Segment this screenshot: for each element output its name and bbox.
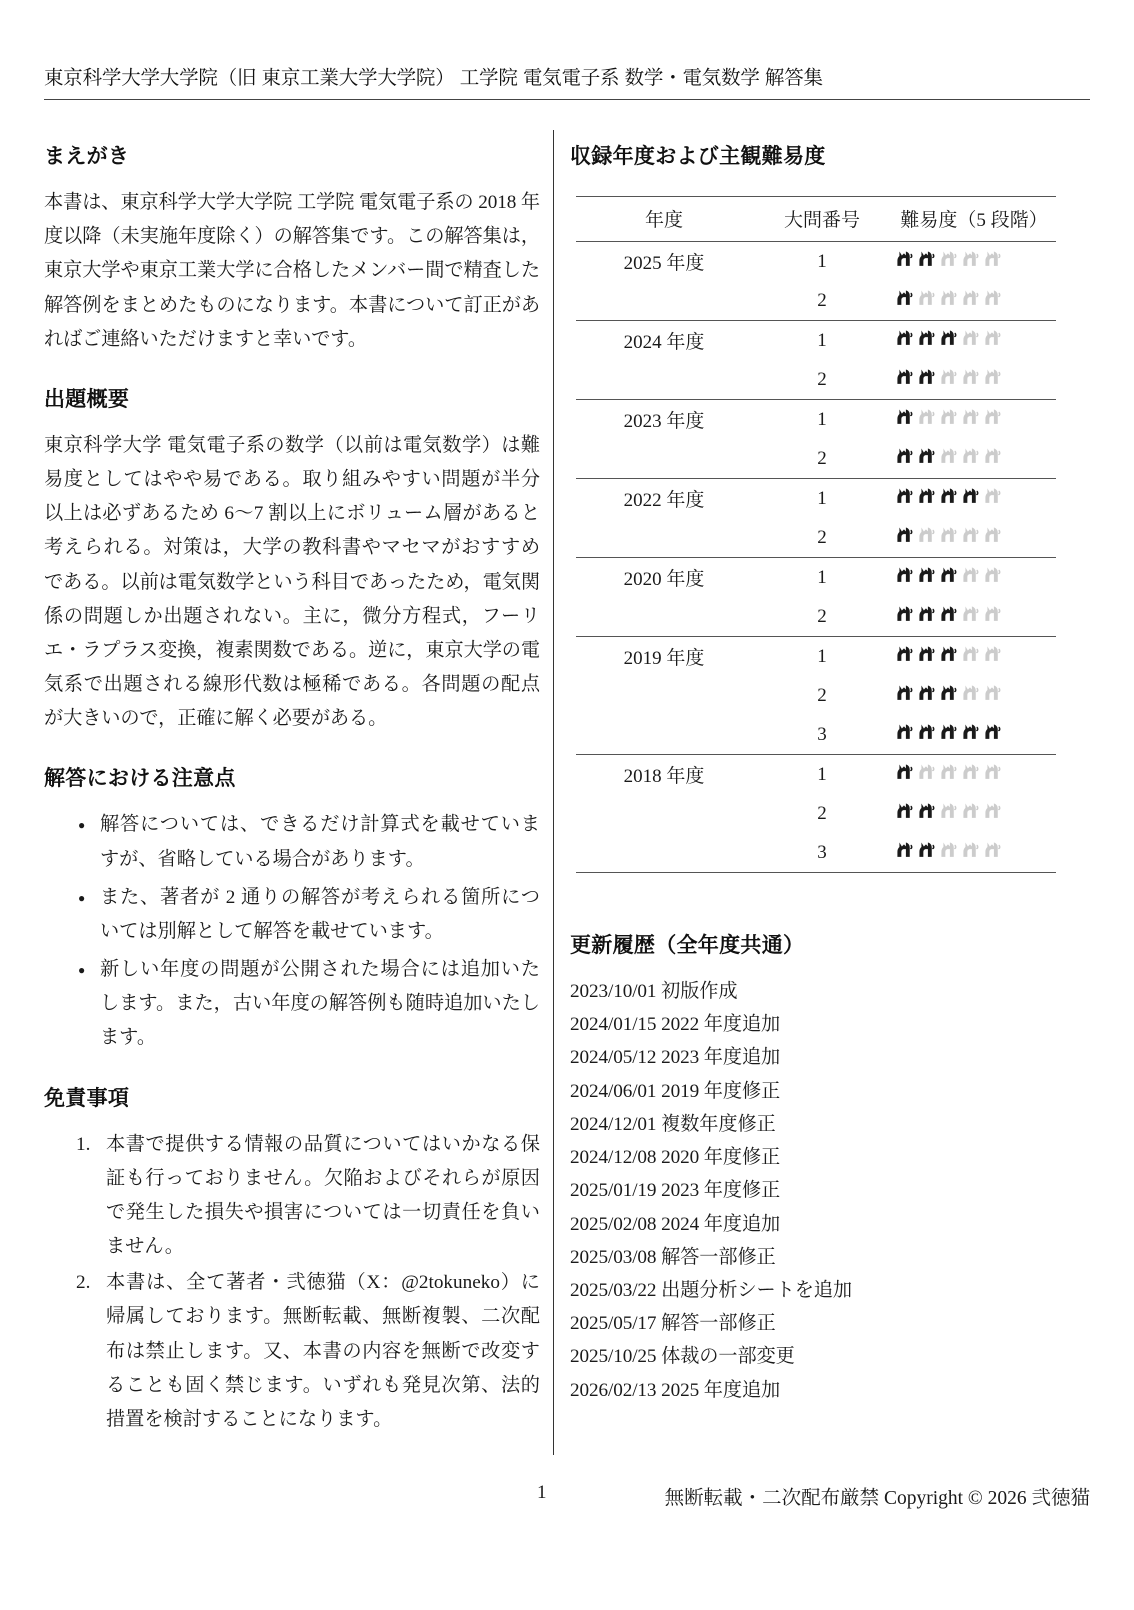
disclaimer-heading: 免責事項 <box>44 1086 130 1110</box>
cat-filled-icon <box>916 445 937 466</box>
history-entry: 2024/05/12 2023 年度追加 <box>570 1047 781 1069</box>
cat-empty-icon <box>938 445 959 466</box>
cell-year <box>576 518 752 558</box>
cat-empty-icon <box>982 366 1003 387</box>
document-header <box>44 62 1090 100</box>
table-row <box>576 518 1056 558</box>
cat-empty-icon <box>916 524 937 545</box>
header-divider <box>44 99 1090 100</box>
cell-question-number: 3 <box>817 723 827 745</box>
table-row <box>576 637 1056 677</box>
difficulty-rating <box>894 366 1054 387</box>
cat-empty-icon <box>982 564 1003 585</box>
cell-difficulty <box>892 518 1056 558</box>
history-entry: 2023/10/01 初版作成 <box>570 981 738 1002</box>
cat-empty-icon <box>960 682 981 703</box>
cat-empty-icon <box>916 287 937 308</box>
history-entry: 2024/01/15 2022 年度追加 <box>570 1014 781 1036</box>
history-entry: 2024/12/08 2020 年度修正 <box>570 1147 781 1169</box>
history-entry: 2025/05/17 解答一部修正 <box>570 1313 776 1335</box>
column-header-difficulty: 難易度（5 段階） <box>900 210 1048 231</box>
cat-empty-icon <box>982 327 1003 348</box>
cell-question-number: 2 <box>817 447 827 469</box>
cat-empty-icon <box>938 287 959 308</box>
cat-filled-icon <box>938 327 959 348</box>
header-title: 東京科学大学大学院（旧 東京工業大学大学院） 工学院 電気電子系 数学・電気数学 解答集 <box>44 67 823 89</box>
cat-empty-icon <box>982 406 1003 427</box>
cat-filled-icon <box>894 800 915 821</box>
column-divider <box>553 130 554 1455</box>
list-item: ● 解答については、できるだけ計算式を載せていますが、省略している場合があります。 <box>78 808 540 876</box>
cat-empty-icon <box>938 248 959 269</box>
cat-empty-icon <box>982 682 1003 703</box>
difficulty-rating <box>894 485 1054 506</box>
cell-year <box>576 794 752 833</box>
table-row <box>576 281 1056 321</box>
cell-question-number: 2 <box>817 684 827 706</box>
history-entry: 2025/03/08 解答一部修正 <box>570 1246 776 1268</box>
history-entry: 2024/12/01 複数年度修正 <box>570 1113 776 1135</box>
cat-filled-icon <box>894 406 915 427</box>
update-history-heading: 更新履歴（全年度共通） <box>570 934 805 957</box>
column-header-year: 年度 <box>644 210 683 231</box>
cell-year <box>576 281 752 321</box>
cell-year <box>576 715 752 755</box>
difficulty-rating <box>894 839 1054 860</box>
cat-empty-icon <box>982 524 1003 545</box>
cell-year: 2018 年度 <box>623 766 705 787</box>
cat-filled-icon <box>938 682 959 703</box>
preface-heading: まえがき <box>44 145 130 168</box>
cat-filled-icon <box>938 485 959 506</box>
cell-year <box>576 439 752 479</box>
list-item: 本書は、全て著者・弐徳猫（X：@2tokuneko）に帰属しております。無断転載、無断複製、二次配布は禁止します。又、本書の内容を無断で改変することも固く禁じます。いずれも発見次第、法的措置を検討することになります。 <box>106 1272 540 1430</box>
years-table-wrapper <box>570 196 1070 873</box>
cell-difficulty <box>892 439 1056 479</box>
cat-filled-icon <box>938 564 959 585</box>
document-footer <box>0 1482 1134 1512</box>
cell-year: 2025 年度 <box>623 253 705 274</box>
cat-empty-icon <box>960 643 981 664</box>
cat-empty-icon <box>982 485 1003 506</box>
overview-body: 東京科学大学 電気電子系の数学（以前は電気数学）は難易度としてはやや易である。取り組みやすい問題が半分以上は必ずあるため 6〜7 割以上にボリューム層があると考えられる。対策は，大学の教科書やマセマがおすすめである。以前は電気数学という科目であったため，電気関係の問題しか出題されない。主に，微分方程式，フーリエ・ラプラス変換，複素関数である。逆に，東京大学の電気系で出題される線形代数は極稀である。各問題の配点が大きいので，正確に解く必要がある。 <box>44 434 540 730</box>
years-difficulty-table <box>576 196 1056 873</box>
table-row <box>576 321 1056 361</box>
notes-list <box>44 808 540 1055</box>
list-item: 本書で提供する情報の品質についてはいかなる保証も行っておりません。欠陥およびそれらが原因で発生した損失や損害については一切責任を負いません。 <box>106 1133 540 1258</box>
cat-empty-icon <box>982 603 1003 624</box>
cell-question-number: 2 <box>817 605 827 627</box>
cell-difficulty <box>892 321 1056 361</box>
history-entry: 2025/01/19 2023 年度修正 <box>570 1180 781 1202</box>
disclaimer-list <box>44 1128 540 1438</box>
cat-empty-icon <box>916 406 937 427</box>
cat-empty-icon <box>960 524 981 545</box>
cell-year <box>576 360 752 400</box>
cat-filled-icon <box>894 603 915 624</box>
cat-empty-icon <box>960 800 981 821</box>
table-row <box>576 558 1056 598</box>
cat-filled-icon <box>916 603 937 624</box>
cat-filled-icon <box>894 327 915 348</box>
difficulty-rating <box>894 643 1054 664</box>
history-entry: 2025/10/25 体裁の一部変更 <box>570 1346 795 1368</box>
difficulty-rating <box>894 682 1054 703</box>
cat-empty-icon <box>982 287 1003 308</box>
history-entry: 2025/02/08 2024 年度追加 <box>570 1213 781 1235</box>
cat-empty-icon <box>982 445 1003 466</box>
cat-empty-icon <box>960 366 981 387</box>
table-row <box>576 400 1056 440</box>
cell-year: 2020 年度 <box>623 569 705 590</box>
table-body <box>576 242 1056 873</box>
cat-empty-icon <box>938 366 959 387</box>
cell-difficulty <box>892 479 1056 519</box>
cat-filled-icon <box>982 721 1003 742</box>
cell-difficulty <box>892 794 1056 833</box>
cat-filled-icon <box>894 524 915 545</box>
notes-heading: 解答における注意点 <box>44 767 236 791</box>
table-row <box>576 794 1056 833</box>
cat-filled-icon <box>916 839 937 860</box>
cat-filled-icon <box>916 485 937 506</box>
cell-year: 2024 年度 <box>623 332 705 353</box>
cat-filled-icon <box>916 682 937 703</box>
difficulty-rating <box>894 721 1054 742</box>
cat-empty-icon <box>938 761 959 782</box>
difficulty-rating <box>894 445 1054 466</box>
cat-filled-icon <box>916 327 937 348</box>
cat-filled-icon <box>894 839 915 860</box>
cell-year <box>576 833 752 873</box>
cell-question-number: 3 <box>817 841 827 863</box>
cat-filled-icon <box>894 366 915 387</box>
column-header-qnum: 大問番号 <box>783 210 860 231</box>
copyright-notice: 無断転載・二次配布厳禁 Copyright © 2026 弐徳猫 <box>664 1488 1090 1509</box>
cat-filled-icon <box>916 564 937 585</box>
history-entry: 2024/06/01 2019 年度修正 <box>570 1080 781 1102</box>
cat-empty-icon <box>938 800 959 821</box>
cat-empty-icon <box>960 445 981 466</box>
cat-empty-icon <box>960 839 981 860</box>
cell-difficulty <box>892 360 1056 400</box>
cell-difficulty <box>892 281 1056 321</box>
table-row <box>576 360 1056 400</box>
cell-difficulty <box>892 637 1056 677</box>
cat-filled-icon <box>894 287 915 308</box>
history-entry: 2026/02/13 2025 年度追加 <box>570 1379 781 1401</box>
cell-year <box>576 597 752 637</box>
difficulty-rating <box>894 603 1054 624</box>
cat-empty-icon <box>960 287 981 308</box>
cat-filled-icon <box>894 485 915 506</box>
cat-empty-icon <box>938 839 959 860</box>
preface-body: 本書は、東京科学大学大学院 工学院 電気電子系の 2018 年度以降（未実施年度除く）の解答集です。この解答集は，東京大学や東京工業大学に合格したメンバー間で精査した解答例をまとめたものになります。本書について訂正があればご連絡いただけますと幸いです。 <box>44 192 540 350</box>
cat-empty-icon <box>938 524 959 545</box>
cat-empty-icon <box>938 406 959 427</box>
cat-filled-icon <box>916 721 937 742</box>
cat-filled-icon <box>894 761 915 782</box>
update-history-list <box>570 975 1070 1407</box>
difficulty-rating <box>894 524 1054 545</box>
cat-filled-icon <box>894 445 915 466</box>
cell-difficulty <box>892 676 1056 715</box>
cell-question-number: 1 <box>817 763 827 785</box>
table-row <box>576 597 1056 637</box>
table-row <box>576 833 1056 873</box>
cell-question-number: 2 <box>817 526 827 548</box>
cat-empty-icon <box>960 406 981 427</box>
table-row <box>576 479 1056 519</box>
cell-difficulty <box>892 715 1056 755</box>
cell-difficulty <box>892 597 1056 637</box>
table-header-row <box>576 197 1056 242</box>
years-table-heading: 収録年度および主観難易度 <box>570 145 826 168</box>
page-number: 1 <box>537 1482 547 1503</box>
cell-question-number: 1 <box>817 566 827 588</box>
cat-filled-icon <box>938 643 959 664</box>
right-column <box>570 140 1070 1407</box>
cat-empty-icon <box>960 761 981 782</box>
list-item: ● また、著者が 2 通りの解答が考えられる箇所については別解として解答を載せています。 <box>78 881 540 949</box>
cell-question-number: 1 <box>817 408 827 430</box>
difficulty-rating <box>894 761 1054 782</box>
cat-filled-icon <box>894 682 915 703</box>
difficulty-rating <box>894 327 1054 348</box>
cell-year <box>576 676 752 715</box>
cell-difficulty <box>892 558 1056 598</box>
cat-empty-icon <box>960 603 981 624</box>
cat-empty-icon <box>982 839 1003 860</box>
cat-empty-icon <box>982 248 1003 269</box>
cat-filled-icon <box>938 603 959 624</box>
cat-filled-icon <box>916 800 937 821</box>
cat-filled-icon <box>894 564 915 585</box>
update-history-section <box>570 929 1070 1407</box>
cell-year: 2023 年度 <box>623 411 705 432</box>
cat-filled-icon <box>894 248 915 269</box>
cat-filled-icon <box>938 721 959 742</box>
cat-empty-icon <box>982 761 1003 782</box>
table-row <box>576 755 1056 795</box>
cat-filled-icon <box>894 643 915 664</box>
cell-question-number: 2 <box>817 289 827 311</box>
difficulty-rating <box>894 564 1054 585</box>
cell-difficulty <box>892 833 1056 873</box>
cat-empty-icon <box>982 643 1003 664</box>
table-row <box>576 242 1056 282</box>
cat-empty-icon <box>916 761 937 782</box>
difficulty-rating <box>894 800 1054 821</box>
history-entry: 2025/03/22 出題分析シートを追加 <box>570 1279 852 1301</box>
overview-heading: 出題概要 <box>44 387 130 411</box>
left-column <box>44 140 540 1439</box>
table-row <box>576 715 1056 755</box>
cell-question-number: 2 <box>817 802 827 824</box>
cat-empty-icon <box>960 248 981 269</box>
cell-year: 2022 年度 <box>623 490 705 511</box>
cell-question-number: 1 <box>817 487 827 509</box>
cell-year: 2019 年度 <box>623 648 705 669</box>
cell-question-number: 2 <box>817 368 827 390</box>
cat-filled-icon <box>916 248 937 269</box>
table-row <box>576 439 1056 479</box>
cell-difficulty <box>892 242 1056 282</box>
cat-filled-icon <box>916 366 937 387</box>
cat-filled-icon <box>894 721 915 742</box>
cat-empty-icon <box>960 564 981 585</box>
cat-empty-icon <box>982 800 1003 821</box>
difficulty-rating <box>894 287 1054 308</box>
cat-empty-icon <box>960 327 981 348</box>
cell-difficulty <box>892 755 1056 795</box>
table-head <box>576 197 1056 242</box>
cat-filled-icon <box>960 485 981 506</box>
cell-question-number: 1 <box>817 250 827 272</box>
table-row <box>576 676 1056 715</box>
cell-question-number: 1 <box>817 645 827 667</box>
cell-question-number: 1 <box>817 329 827 351</box>
cell-difficulty <box>892 400 1056 440</box>
cat-filled-icon <box>916 643 937 664</box>
list-item: ● 新しい年度の問題が公開された場合には追加いたします。また，古い年度の解答例も随時追加いたします。 <box>78 953 540 1056</box>
difficulty-rating <box>894 406 1054 427</box>
difficulty-rating <box>894 248 1054 269</box>
cat-filled-icon <box>960 721 981 742</box>
